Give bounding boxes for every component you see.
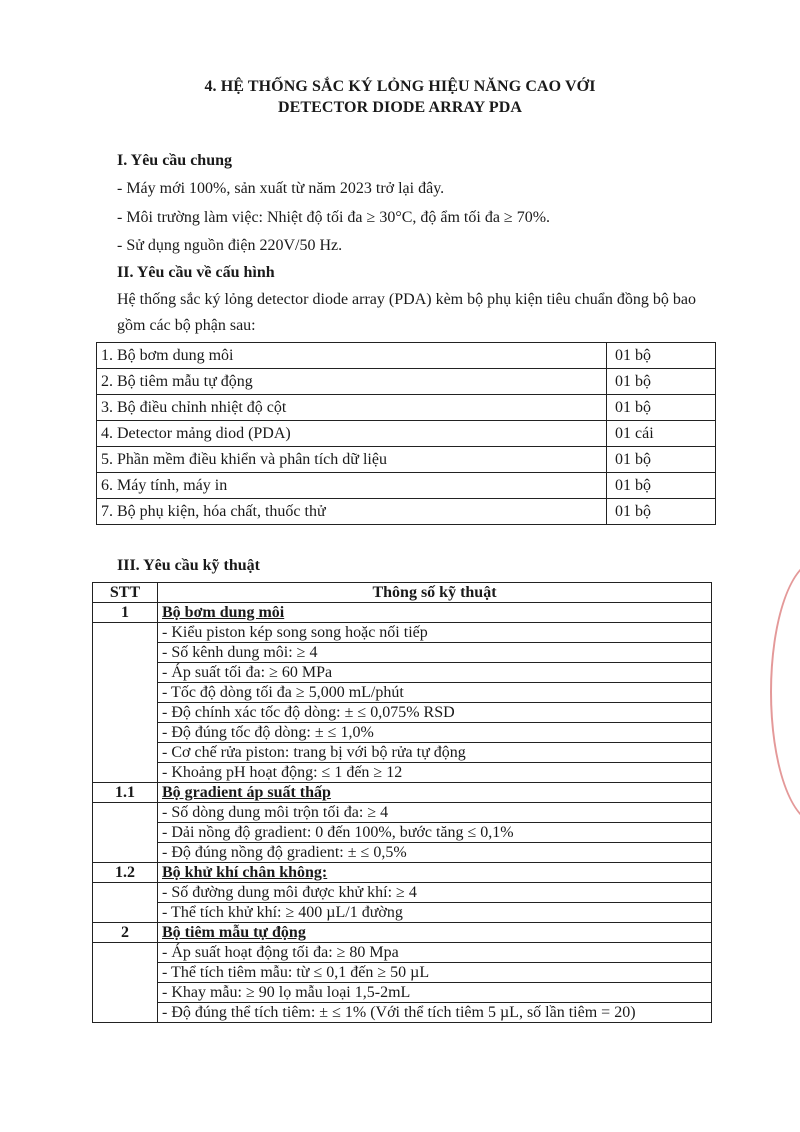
config-quantity: 01 bộ — [607, 395, 716, 421]
config-item: 7. Bộ phụ kiện, hóa chất, thuốc thử — [97, 499, 607, 525]
spec-number — [93, 623, 158, 643]
spec-number: 1.2 — [93, 863, 158, 883]
spec-number — [93, 883, 158, 903]
config-quantity: 01 bộ — [607, 473, 716, 499]
spec-item-text: - Cơ chế rửa piston: trang bị với bộ rửa tự động — [158, 743, 712, 763]
spec-item-text: - Áp suất hoạt động tối đa: ≥ 80 Mpa — [158, 943, 712, 963]
general-requirement-1: - Máy mới 100%, sản xuất từ năm 2023 trở lại đây. — [117, 180, 445, 197]
section-2-heading: II. Yêu cầu về cấu hình — [117, 264, 275, 281]
spec-number: 2 — [93, 923, 158, 943]
spec-section-title: Bộ gradient áp suất thấp — [158, 783, 712, 803]
spec-number — [93, 1003, 158, 1023]
config-item: 2. Bộ tiêm mẫu tự động — [97, 369, 607, 395]
config-row — [97, 369, 716, 395]
config-intro-line-1: Hệ thống sắc ký lỏng detector diode array (PDA) kèm bộ phụ kiện tiêu chuẩn đồng bộ bao — [117, 291, 696, 308]
spec-item-row — [93, 903, 712, 923]
config-item: 1. Bộ bơm dung môi — [97, 343, 607, 369]
stt-header: STT — [93, 583, 158, 603]
spec-item-row — [93, 683, 712, 703]
config-item: 5. Phần mềm điều khiển và phân tích dữ liệu — [97, 447, 607, 473]
spec-item-row — [93, 703, 712, 723]
spec-number — [93, 663, 158, 683]
specification-table — [92, 582, 712, 1023]
spec-section-title: Bộ bơm dung môi — [158, 603, 712, 623]
spec-number — [93, 903, 158, 923]
spec-item-row — [93, 803, 712, 823]
spec-number — [93, 743, 158, 763]
spec-section-title: Bộ khử khí chân không: — [158, 863, 712, 883]
config-item: 4. Detector mảng diod (PDA) — [97, 421, 607, 447]
config-row — [97, 421, 716, 447]
spec-item-text: - Thể tích khử khí: ≥ 400 µL/1 đường — [158, 903, 712, 923]
spec-number: 1.1 — [93, 783, 158, 803]
spec-item-text: - Độ đúng thể tích tiêm: ± ≤ 1% (Với thể tích tiêm 5 µL, số lần tiêm = 20) — [158, 1003, 712, 1023]
red-stamp-edge — [770, 560, 800, 824]
section-1-heading: I. Yêu cầu chung — [117, 152, 232, 169]
config-intro-line-2: gồm các bộ phận sau: — [117, 317, 256, 334]
spec-item-text: - Dải nồng độ gradient: 0 đến 100%, bước tăng ≤ 0,1% — [158, 823, 712, 843]
spec-item-row — [93, 843, 712, 863]
spec-item-text: - Độ chính xác tốc độ dòng: ± ≤ 0,075% RSD — [158, 703, 712, 723]
config-quantity: 01 bộ — [607, 369, 716, 395]
spec-item-row — [93, 883, 712, 903]
spec-item-text: - Áp suất tối đa: ≥ 60 MPa — [158, 663, 712, 683]
spec-number — [93, 843, 158, 863]
spec-item-row — [93, 983, 712, 1003]
spec-number — [93, 963, 158, 983]
spec-number — [93, 683, 158, 703]
spec-item-row — [93, 963, 712, 983]
config-item: 3. Bộ điều chỉnh nhiệt độ cột — [97, 395, 607, 421]
spec-item-row — [93, 823, 712, 843]
section-3-heading: III. Yêu cầu kỹ thuật — [117, 557, 260, 574]
spec-item-row — [93, 743, 712, 763]
spec-item-text: - Độ đúng nồng độ gradient: ± ≤ 0,5% — [158, 843, 712, 863]
spec-item-row — [93, 763, 712, 783]
spec-number — [93, 803, 158, 823]
config-row — [97, 343, 716, 369]
general-requirement-2: - Môi trường làm việc: Nhiệt độ tối đa ≥ 30°C, độ ẩm tối đa ≥ 70%. — [117, 209, 551, 226]
spec-item-text: - Số đường dung môi được khử khí: ≥ 4 — [158, 883, 712, 903]
spec-section-row — [93, 603, 712, 623]
title-line-1: 4. HỆ THỐNG SẮC KÝ LỎNG HIỆU NĂNG CAO VỚI — [204, 78, 596, 95]
document-title — [0, 76, 800, 118]
spec-item-text: - Tốc độ dòng tối đa ≥ 5,000 mL/phút — [158, 683, 712, 703]
spec-section-row — [93, 923, 712, 943]
config-item: 6. Máy tính, máy in — [97, 473, 607, 499]
spec-number — [93, 763, 158, 783]
spec-header: Thông số kỹ thuật — [158, 583, 712, 603]
general-requirement-3: - Sử dụng nguồn điện 220V/50 Hz. — [117, 237, 343, 254]
spec-item-text: - Khay mẫu: ≥ 90 lọ mẫu loại 1,5-2mL — [158, 983, 712, 1003]
spec-number — [93, 703, 158, 723]
config-row — [97, 473, 716, 499]
spec-number — [93, 983, 158, 1003]
spec-item-text: - Khoảng pH hoạt động: ≤ 1 đến ≥ 12 — [158, 763, 712, 783]
spec-item-text: - Số kênh dung môi: ≥ 4 — [158, 643, 712, 663]
title-line-2: DETECTOR DIODE ARRAY PDA — [277, 99, 523, 116]
spec-item-row — [93, 943, 712, 963]
spec-item-row — [93, 643, 712, 663]
spec-item-row — [93, 1003, 712, 1023]
spec-item-text: - Độ đúng tốc độ dòng: ± ≤ 1,0% — [158, 723, 712, 743]
configuration-table — [96, 342, 716, 525]
config-row — [97, 395, 716, 421]
spec-item-text: - Thể tích tiêm mẫu: từ ≤ 0,1 đến ≥ 50 µL — [158, 963, 712, 983]
config-quantity: 01 bộ — [607, 343, 716, 369]
config-row — [97, 499, 716, 525]
config-row — [97, 447, 716, 473]
spec-header-row — [93, 583, 712, 603]
spec-item-row — [93, 723, 712, 743]
spec-number — [93, 643, 158, 663]
spec-section-row — [93, 783, 712, 803]
spec-number — [93, 723, 158, 743]
spec-number — [93, 943, 158, 963]
spec-item-row — [93, 623, 712, 643]
spec-item-text: - Kiểu piston kép song song hoặc nối tiếp — [158, 623, 712, 643]
config-quantity: 01 cái — [607, 421, 716, 447]
config-quantity: 01 bộ — [607, 499, 716, 525]
config-quantity: 01 bộ — [607, 447, 716, 473]
spec-item-row — [93, 663, 712, 683]
spec-number — [93, 823, 158, 843]
spec-section-title: Bộ tiêm mẫu tự động — [158, 923, 712, 943]
spec-number: 1 — [93, 603, 158, 623]
spec-item-text: - Số dòng dung môi trộn tối đa: ≥ 4 — [158, 803, 712, 823]
spec-section-row — [93, 863, 712, 883]
